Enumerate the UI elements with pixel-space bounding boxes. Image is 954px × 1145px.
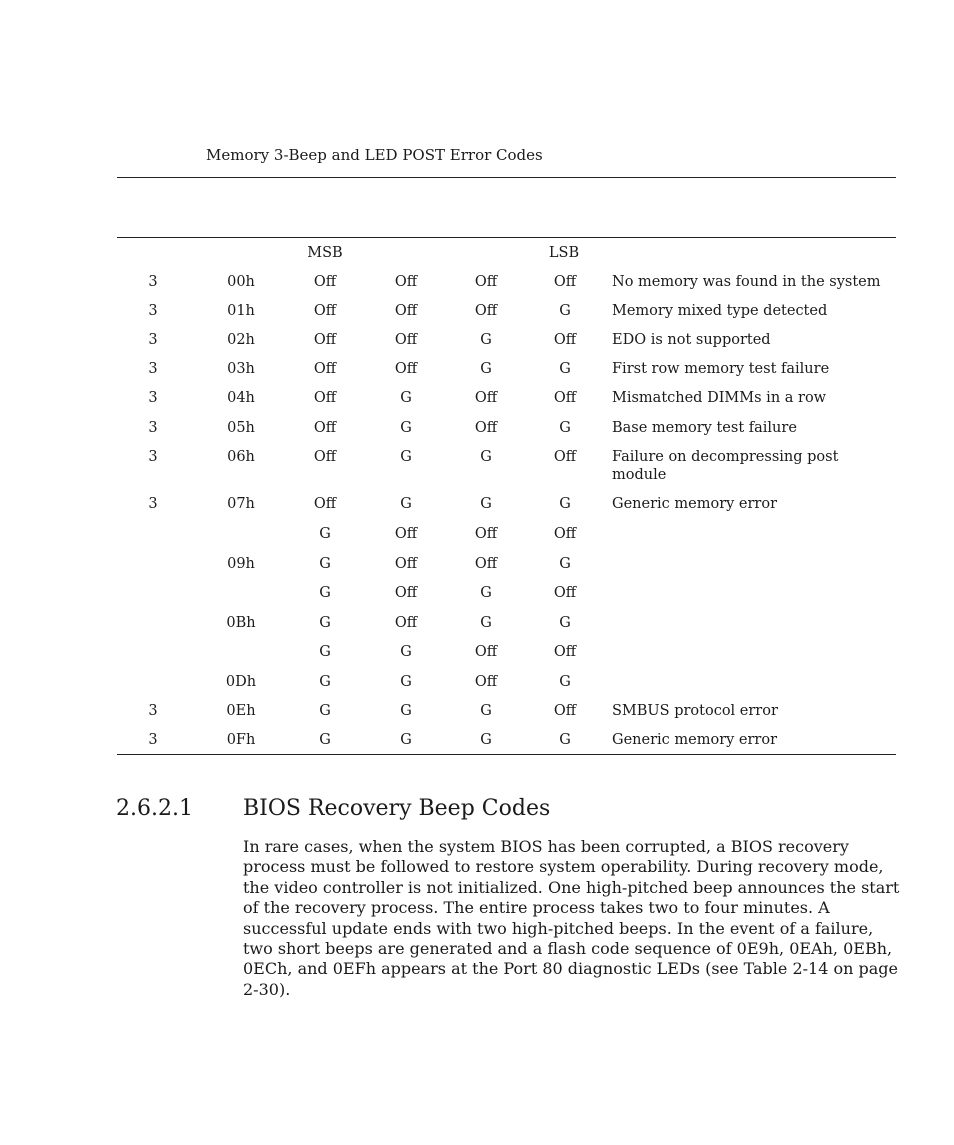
post-code-cell: 03h (227, 361, 255, 377)
post-code-cell: 0Fh (226, 732, 256, 748)
led-3-cell: Off (474, 526, 498, 542)
post-code-cell: 01h (227, 303, 255, 319)
lsb-label: LSB (548, 245, 580, 261)
led-msb-cell: Off (313, 274, 337, 290)
led-2-cell: G (400, 420, 412, 436)
led-2-cell: G (400, 644, 412, 660)
led-3-cell: G (480, 496, 492, 512)
led-3-cell: G (480, 361, 492, 377)
led-3-cell: Off (474, 644, 498, 660)
led-lsb-cell: G (559, 732, 571, 748)
led-msb-cell: G (319, 703, 331, 719)
beep-count-cell: 3 (148, 361, 158, 377)
table-bottom-rule (117, 754, 896, 755)
led-msb-cell: Off (313, 332, 337, 348)
led-lsb-cell: Off (553, 644, 577, 660)
description-cell: Base memory test failure (612, 420, 797, 436)
led-msb-cell: Off (313, 449, 337, 465)
led-3-cell: G (480, 585, 492, 601)
post-code-cell: 0Dh (225, 674, 257, 690)
led-3-cell: G (480, 703, 492, 719)
beep-count-cell: 3 (148, 703, 158, 719)
beep-count-cell: 3 (148, 390, 158, 406)
led-2-cell: G (400, 674, 412, 690)
beep-count-cell: 3 (148, 420, 158, 436)
section-body-paragraph: In rare cases, when the system BIOS has been corrupted, a BIOS recovery process must be followed to restore system operability. During recovery mode, the video controller is not initialized. One high-pitched beep announces the start of the recovery process. The entire process takes two to four minutes. A successful update ends with two high-pitched beeps. In the event of a failure, two short beeps are generated and a flash code sequence of 0E9h, 0EAh, 0EBh, 0ECh, and 0EFh appears at the Port 80 diagnostic LEDs (see Table 2-14 on page 2-30). (243, 837, 900, 999)
led-msb-cell: G (319, 732, 331, 748)
led-lsb-cell: Off (553, 274, 577, 290)
led-lsb-cell: Off (553, 585, 577, 601)
beep-count-cell: 3 (148, 274, 158, 290)
description-cell: Generic memory error (612, 732, 778, 748)
table-caption: Memory 3-Beep and LED POST Error Codes (206, 146, 543, 164)
post-code-cell: 07h (227, 496, 255, 512)
post-code-cell: 0Bh (226, 615, 256, 631)
led-msb-cell: Off (313, 303, 337, 319)
led-lsb-cell: G (559, 674, 571, 690)
description-cell: Failure on decompressing post module (612, 449, 839, 483)
led-msb-cell: G (319, 615, 331, 631)
led-lsb-cell: Off (553, 703, 577, 719)
description-cell: No memory was found in the system (612, 274, 881, 290)
beep-count-cell: 3 (148, 332, 158, 348)
led-2-cell: Off (394, 585, 418, 601)
led-3-cell: Off (474, 303, 498, 319)
led-lsb-cell: G (559, 420, 571, 436)
led-3-cell: G (480, 449, 492, 465)
led-msb-cell: Off (313, 496, 337, 512)
led-3-cell: Off (474, 390, 498, 406)
description-cell: First row memory test failure (612, 361, 830, 377)
msb-label: MSB (307, 245, 343, 261)
led-msb-cell: G (319, 644, 331, 660)
led-3-cell: Off (474, 674, 498, 690)
description-cell: SMBUS protocol error (612, 703, 778, 719)
post-code-cell: 02h (227, 332, 255, 348)
led-msb-cell: G (319, 556, 331, 572)
led-2-cell: G (400, 390, 412, 406)
led-lsb-cell: G (559, 556, 571, 572)
led-3-cell: G (480, 332, 492, 348)
description-cell: EDO is not supported (612, 332, 771, 348)
led-2-cell: Off (394, 615, 418, 631)
post-code-cell: 06h (227, 449, 255, 465)
description-cell: Mismatched DIMMs in a row (612, 390, 827, 406)
led-msb-cell: G (319, 674, 331, 690)
description-cell: Generic memory error (612, 496, 778, 512)
led-2-cell: G (400, 496, 412, 512)
led-2-cell: Off (394, 303, 418, 319)
led-3-cell: G (480, 732, 492, 748)
description-cell: Memory mixed type detected (612, 303, 828, 319)
led-2-cell: Off (394, 526, 418, 542)
table-header-rule (117, 237, 896, 238)
post-code-cell: 04h (227, 390, 255, 406)
led-lsb-cell: Off (553, 526, 577, 542)
led-lsb-cell: Off (553, 390, 577, 406)
led-lsb-cell: Off (553, 449, 577, 465)
led-2-cell: Off (394, 556, 418, 572)
led-2-cell: G (400, 703, 412, 719)
led-lsb-cell: G (559, 496, 571, 512)
led-lsb-cell: G (559, 361, 571, 377)
led-msb-cell: Off (313, 390, 337, 406)
post-code-cell: 09h (227, 556, 255, 572)
led-2-cell: G (400, 732, 412, 748)
post-code-cell: 05h (227, 420, 255, 436)
led-msb-cell: Off (313, 361, 337, 377)
post-code-cell: 00h (227, 274, 255, 290)
led-2-cell: G (400, 449, 412, 465)
section-title: BIOS Recovery Beep Codes (243, 796, 551, 821)
led-3-cell: Off (474, 274, 498, 290)
led-lsb-cell: G (559, 303, 571, 319)
led-3-cell: G (480, 615, 492, 631)
table-top-rule (117, 177, 896, 178)
post-code-cell: 0Eh (226, 703, 256, 719)
beep-count-cell: 3 (148, 732, 158, 748)
beep-count-cell: 3 (148, 449, 158, 465)
led-lsb-cell: Off (553, 332, 577, 348)
led-msb-cell: G (319, 585, 331, 601)
beep-count-cell: 3 (148, 303, 158, 319)
led-2-cell: Off (394, 274, 418, 290)
led-2-cell: Off (394, 361, 418, 377)
led-lsb-cell: G (559, 615, 571, 631)
led-3-cell: Off (474, 556, 498, 572)
led-3-cell: Off (474, 420, 498, 436)
beep-count-cell: 3 (148, 496, 158, 512)
section-number: 2.6.2.1 (116, 796, 193, 821)
led-2-cell: Off (394, 332, 418, 348)
led-msb-cell: Off (313, 420, 337, 436)
led-msb-cell: G (319, 526, 331, 542)
